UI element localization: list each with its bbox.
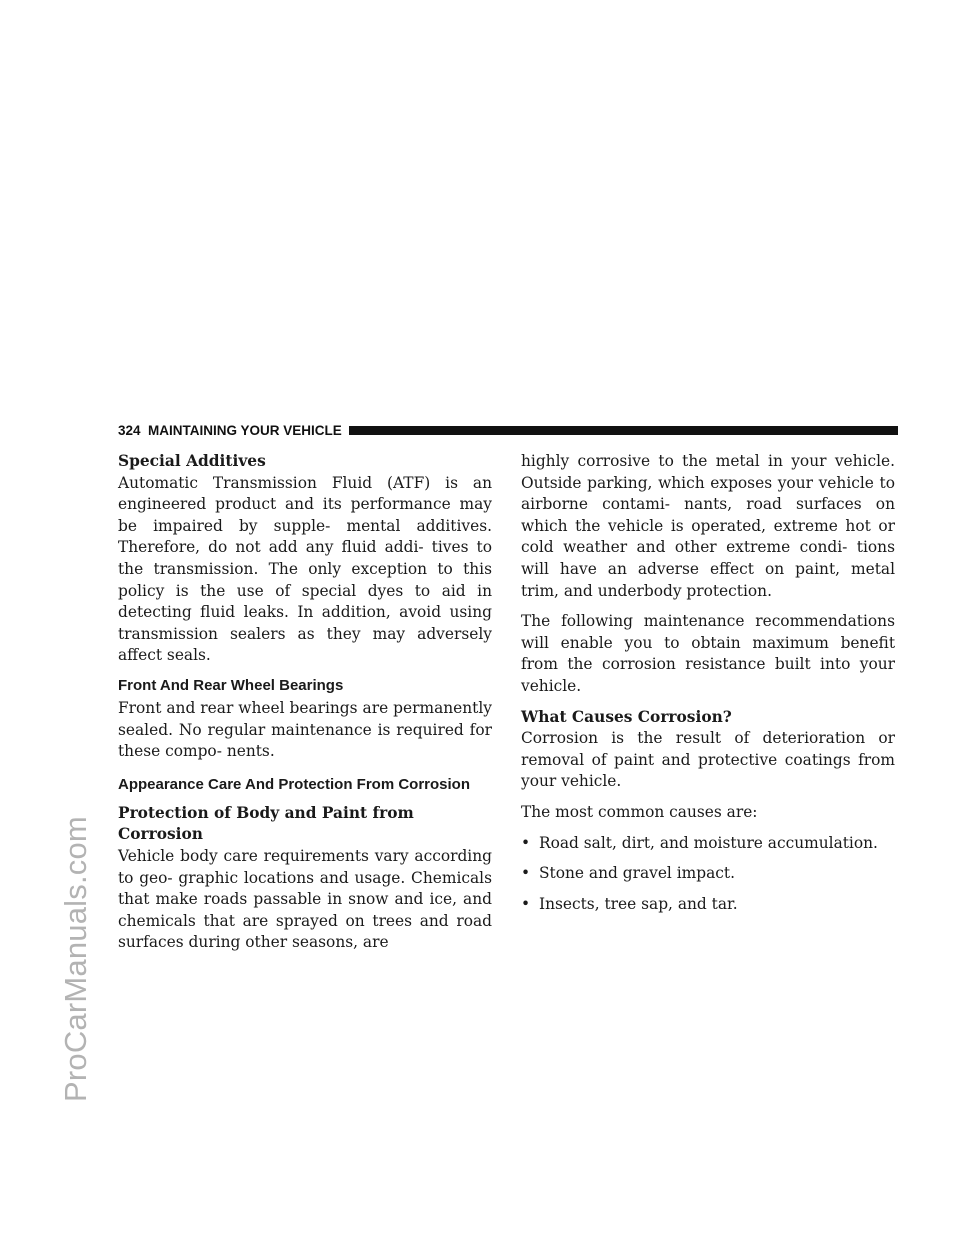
heading-special-additives: Special Additives — [118, 452, 266, 470]
bullet-icon: • — [521, 894, 531, 913]
list-item-text: Road salt, dirt, and moisture accumulation. — [539, 833, 878, 852]
list-item-text: Stone and gravel impact. — [539, 864, 735, 883]
heading-appearance-care: Appearance Care And Protection From Corrosion — [118, 775, 471, 793]
bullet-icon: • — [521, 864, 531, 883]
watermark-text: ProCarManuals.com — [58, 816, 93, 1102]
bullet-icon: • — [521, 833, 531, 852]
paragraph-recommendations: The following maintenance recommendations will enable you to obtain maximum benefit from the corrosion resistance built into your vehicle. — [521, 612, 895, 695]
page-header — [118, 421, 898, 439]
paragraph-common-causes: The most common causes are: — [521, 802, 758, 821]
paragraph-protection-body: Vehicle body care requirements vary according to geo- graphic locations and usage. Chemicals that make roads passable in snow and ice, and chemicals that are sprayed on trees and road surfaces during other seasons, are — [118, 846, 492, 952]
list-item — [521, 833, 895, 855]
causes-list — [521, 833, 895, 916]
header-rule — [349, 426, 898, 435]
left-column — [118, 451, 492, 954]
paragraph-what-causes: Corrosion is the result of deterioration or removal of paint and protective coatings from your vehicle. — [521, 729, 895, 791]
paragraph-special-additives: Automatic Transmission Fluid (ATF) is an engineered product and its performance may be impaired by supple- mental additives. Therefore, do not add any fluid addi- tives to the transmission. The only exception to this policy is the use of special dyes to aid in detecting fluid leaks. In addition, avoid using transmission sealers as they may adversely affect seals. — [118, 473, 492, 665]
list-item — [521, 894, 895, 916]
right-column — [521, 451, 895, 924]
heading-wheel-bearings: Front And Rear Wheel Bearings — [118, 676, 344, 694]
page-number: 324 — [118, 422, 141, 438]
list-item — [521, 863, 895, 885]
paragraph-wheel-bearings: Front and rear wheel bearings are permanently sealed. No regular maintenance is required for these compo- nents. — [118, 698, 492, 761]
list-item-text: Insects, tree sap, and tar. — [539, 894, 738, 913]
paragraph-corrosion-continuation: highly corrosive to the metal in your vehicle. Outside parking, which exposes your vehicle to airborne contami- nants, road surfaces on which the vehicle is operated, extreme hot or cold weather and other extreme condi- tions will have an adverse effect on paint, metal trim, and underbody protection. — [521, 452, 895, 600]
page-header-text — [118, 423, 342, 438]
section-title: MAINTAINING YOUR VEHICLE — [148, 422, 342, 438]
heading-protection-body: Protection of Body and Paint from Corrosion — [118, 803, 414, 844]
heading-what-causes: What Causes Corrosion? — [521, 707, 732, 726]
